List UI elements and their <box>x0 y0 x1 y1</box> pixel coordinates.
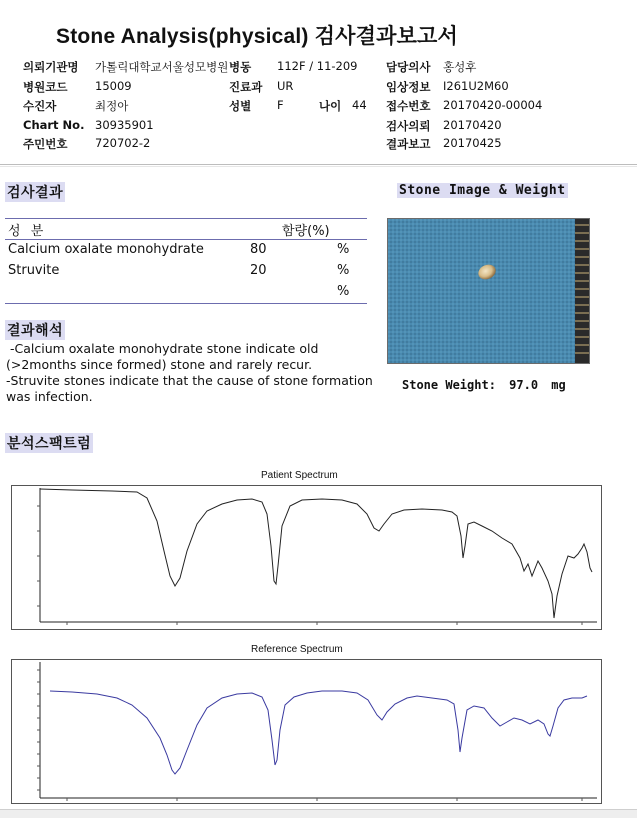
hdr-label-request-date: 검사의뢰 <box>386 119 431 133</box>
results-col-amount: 함량(%) <box>282 224 330 239</box>
hdr-label-age: 나이 <box>319 99 342 113</box>
hdr-value-ward: 112F / 11-209 <box>277 59 358 73</box>
hdr-label-patient: 수진자 <box>23 99 57 113</box>
stone-weight <box>402 378 566 392</box>
results-row-unit: % <box>337 284 350 299</box>
hdr-label-hospital-code: 병원코드 <box>23 80 68 94</box>
stone-weight-unit: mg <box>551 378 566 392</box>
results-row-name: Calcium oxalate monohydrate <box>8 242 204 257</box>
hdr-label-ward: 병동 <box>229 60 252 74</box>
interpretation-line: -Calcium oxalate monohydrate stone indicate old <box>6 341 319 356</box>
reference-spectrum-line <box>50 691 587 774</box>
interpretation-text <box>6 341 386 405</box>
results-section-title: 검사결과 <box>5 182 65 202</box>
hdr-label-report-date: 결과보고 <box>386 137 431 151</box>
stone-weight-label: Stone Weight: <box>402 378 496 392</box>
interpretation-line: was infection. <box>6 389 93 404</box>
hdr-label-receipt-no: 접수번호 <box>386 99 431 113</box>
reference-spectrum-title: Reference Spectrum <box>251 644 343 655</box>
hdr-value-sex: F <box>277 98 284 112</box>
hdr-label-sex: 성별 <box>229 99 252 113</box>
interpretation-section-title: 결과해석 <box>5 320 65 340</box>
report-title: Stone Analysis(physical) 검사결과보고서 <box>56 25 459 48</box>
patient-spectrum-svg <box>12 486 601 629</box>
spectrum-section-title: 분석스팩트럼 <box>5 433 93 453</box>
stone-section-title: Stone Image & Weight <box>399 183 566 198</box>
hdr-value-receipt-no: 20170420-00004 <box>443 98 543 112</box>
results-row-name: Struvite <box>8 263 60 278</box>
hdr-value-hospital-code: 15009 <box>95 79 132 93</box>
results-table-bottom-rule <box>5 303 367 304</box>
results-row-amount: 20 <box>250 263 267 278</box>
header-divider <box>0 164 637 165</box>
patient-spectrum-plot <box>11 485 602 630</box>
results-row-unit: % <box>337 242 350 257</box>
interpretation-line: (>2months since formed) stone and rarely recur. <box>6 357 313 372</box>
stone-photo-drawing <box>388 219 589 363</box>
stone-photo <box>387 218 590 364</box>
hdr-value-patient: 최정아 <box>95 99 129 113</box>
results-col-component: 성 분 <box>8 224 47 239</box>
hdr-value-report-date: 20170425 <box>443 136 502 150</box>
header-divider-shadow <box>0 166 637 167</box>
hdr-value-chart-no: 30935901 <box>95 118 154 132</box>
interpretation-line: -Struvite stones indicate that the cause of stone formation <box>6 373 373 388</box>
patient-spectrum-title: Patient Spectrum <box>261 470 338 481</box>
hdr-value-clinical-info: I261U2M60 <box>443 79 509 93</box>
hdr-value-resident-no: 720702-2 <box>95 136 151 150</box>
hdr-label-chart-no: Chart No. <box>23 118 85 132</box>
hdr-value-age: 44 <box>352 98 367 112</box>
hdr-value-doctor: 홍성후 <box>443 60 477 74</box>
hdr-value-institution: 가톨릭대학교서울성모병원 <box>95 60 229 74</box>
hdr-value-dept: UR <box>277 79 294 93</box>
hdr-label-institution: 의뢰기관명 <box>23 60 79 74</box>
hdr-value-request-date: 20170420 <box>443 118 502 132</box>
reference-spectrum-plot <box>11 659 602 804</box>
hdr-label-resident-no: 주민번호 <box>23 137 68 151</box>
results-row-amount: 80 <box>250 242 267 257</box>
reference-spectrum-svg <box>12 660 601 803</box>
hdr-label-clinical-info: 임상정보 <box>386 80 431 94</box>
results-row-unit: % <box>337 263 350 278</box>
hdr-label-doctor: 담당의사 <box>386 60 431 74</box>
results-table-header-rule <box>5 239 367 240</box>
stone-weight-value: 97.0 <box>509 378 539 392</box>
results-table-top-rule <box>5 218 367 219</box>
patient-spectrum-line <box>40 489 592 618</box>
hdr-label-dept: 진료과 <box>229 80 263 94</box>
